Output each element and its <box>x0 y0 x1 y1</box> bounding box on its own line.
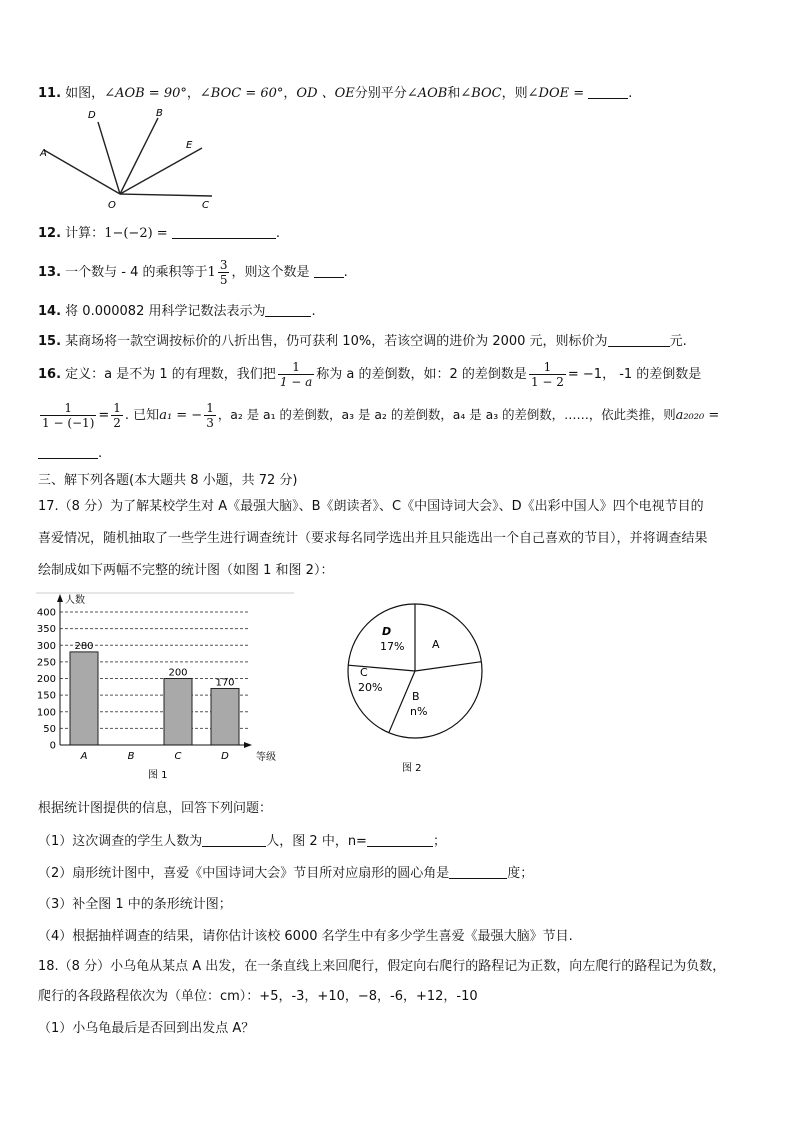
y-axis-label: 人数 <box>65 595 85 606</box>
slice-percent-c: 20% <box>358 681 383 694</box>
question-18-line-1: 18.（8 分）小乌龟从某点 A 出发，在一条直线上来回爬行，假定向右爬行的路程记为正数，向左爬行的路程记为负数， <box>38 959 726 974</box>
y-tick-label: 200 <box>36 674 56 685</box>
question-17-part-2 <box>38 864 533 883</box>
question-11 <box>38 84 632 103</box>
question-number: 14. <box>38 304 62 319</box>
denominator: 5 <box>219 273 228 287</box>
question-15 <box>38 332 687 351</box>
question-text: 一个数与 - 4 的乘积等于 <box>65 265 208 280</box>
numerator: 3 <box>219 258 228 272</box>
question-18-part-1: （1）小乌龟最后是否回到出发点 A？ <box>38 1021 255 1036</box>
question-text: ，a₂ 是 a₁ 的差倒数，a₃ 是 a₂ 的差倒数，a₄ 是 a₃ 的差倒数，……，依此类推，则 <box>217 407 676 422</box>
point-label-a: A <box>40 148 47 159</box>
answer-blank[interactable] <box>588 84 628 99</box>
x-axis-ticks <box>80 751 230 762</box>
denominator: 1 − (−1) <box>42 416 95 430</box>
bar-data-label: 170 <box>215 677 235 689</box>
math-expression: ∠AOB <box>406 86 448 101</box>
question-text: 人，图 2 中，n= <box>266 834 367 849</box>
figure-1-caption: 图 1 <box>148 770 168 781</box>
punctuation: ， <box>283 86 297 101</box>
question-text: （1）这次调查的学生人数为 <box>38 834 203 849</box>
denominator: 3 <box>206 416 214 430</box>
punctuation: . <box>343 265 348 280</box>
question-text: . 已知 <box>124 408 160 423</box>
angle-figure <box>36 104 226 212</box>
bar-d <box>211 688 239 745</box>
question-text: 将 0.000082 用科学记数法表示为 <box>65 304 266 319</box>
x-tick-label: D <box>221 751 229 762</box>
fraction <box>529 360 566 389</box>
question-number: 12. <box>38 226 62 241</box>
fraction <box>218 258 230 287</box>
y-tick-label: 100 <box>36 707 56 719</box>
slice-label-a: A <box>432 638 440 651</box>
x-tick-label: C <box>174 751 182 762</box>
punctuation: 元. <box>669 334 687 349</box>
question-14 <box>38 302 316 321</box>
question-text: 如图， <box>65 86 105 101</box>
numerator: 1 <box>113 401 121 415</box>
denominator: 2 <box>113 416 121 430</box>
punctuation: ， <box>186 86 200 101</box>
point-label-c: C <box>202 200 209 211</box>
denominator: 1 − a <box>279 375 313 389</box>
question-number: 15. <box>38 334 62 349</box>
slice-label-c: C <box>360 666 368 679</box>
question-17-line-3: 绘制成如下两幅不完整的统计图（如图 1 和图 2）： <box>38 563 334 578</box>
question-12 <box>38 224 280 243</box>
y-tick-label: 350 <box>36 624 56 636</box>
question-text: （2）扇形统计图中，喜爱《中国诗词大会》节目所对应扇形的圆心角是 <box>38 866 450 881</box>
bar-a <box>70 652 98 745</box>
question-17-part-3: （3）补全图 1 中的条形统计图； <box>38 897 232 912</box>
math-expression: 1−(−2) = <box>104 226 168 241</box>
bar-series <box>70 641 239 745</box>
fraction <box>40 401 96 430</box>
bar-data-label: 280 <box>74 640 94 652</box>
punctuation: . <box>628 86 633 101</box>
math-expression: ∠BOC = 60° <box>199 86 284 101</box>
math-expression: ∠AOB = 90° <box>104 86 187 101</box>
question-number: 13. <box>38 265 62 280</box>
answer-blank[interactable] <box>449 864 507 879</box>
y-tick-label: 400 <box>36 607 56 619</box>
question-number: 16. <box>38 367 62 382</box>
answer-blank[interactable] <box>38 444 98 459</box>
question-13 <box>38 258 348 287</box>
question-text: 度； <box>507 866 534 881</box>
question-17-intro: 根据统计图提供的信息，回答下列问题： <box>38 801 273 816</box>
pie-chart-figure-2 <box>340 596 490 776</box>
numerator: 1 <box>529 360 566 375</box>
x-axis-label: 等级 <box>256 752 276 763</box>
numerator: 1 <box>206 401 214 415</box>
math-expression: ∠BOC <box>460 86 502 101</box>
question-16-line-2 <box>38 398 719 433</box>
answer-blank[interactable] <box>202 832 266 847</box>
question-17-part-1 <box>38 832 446 851</box>
question-text: 计算： <box>65 226 105 241</box>
question-17-line-1: 17.（8 分）为了解某校学生对 A《最强大脑》、B《朗读者》、C《中国诗词大会》、D《出彩中国人》四个电视节目的 <box>38 499 704 514</box>
question-text: 称为 a 的差倒数，如：2 的差倒数是 <box>316 367 527 382</box>
y-axis-arrow <box>57 594 63 602</box>
y-tick-label: 0 <box>49 740 56 752</box>
question-17-line-2: 喜爱情况，随机抽取了一些学生进行调查统计（要求每名同学选出并且只能选出一个自己喜欢的节目），并将调查结果 <box>38 531 708 546</box>
math-expression: a₁ = − <box>159 408 203 423</box>
y-tick-label: 50 <box>43 723 56 735</box>
bar-data-label: 200 <box>168 667 188 679</box>
answer-blank[interactable] <box>172 224 276 239</box>
answer-blank[interactable] <box>367 832 433 847</box>
numerator: 1 <box>278 360 314 375</box>
bar-chart-figure-1 <box>36 590 298 782</box>
slice-percent-d: 17% <box>380 640 405 653</box>
x-tick-label: A <box>80 751 88 762</box>
y-tick-label: 250 <box>36 657 56 669</box>
question-text: 某商场将一款空调按标价的八折出售，仍可获利 10%，若该空调的进价为 2000 元，则标价为 <box>65 334 608 349</box>
question-text: 分别平分 <box>354 86 407 101</box>
bar-c <box>164 679 192 746</box>
x-tick-label: B <box>127 751 135 762</box>
denominator: 1 − 2 <box>530 375 564 389</box>
question-17-part-4: （4）根据抽样调查的结果，请你估计该校 6000 名学生中有多少学生喜爱《最强大脑》节目. <box>38 929 573 944</box>
mixed-number-whole: 1 <box>207 265 216 280</box>
answer-blank[interactable] <box>608 332 670 347</box>
question-text: ，则 <box>501 86 528 101</box>
slice-percent-b: n% <box>410 705 428 718</box>
punctuation: . <box>98 446 103 461</box>
fraction <box>111 401 123 430</box>
point-label-b: B <box>156 108 163 119</box>
math-expression: a₂₀₂₀ = <box>675 408 720 423</box>
punctuation: = <box>98 408 110 423</box>
y-tick-label: 150 <box>36 690 56 702</box>
section-title: 三、解下列各题(本大题共 8 小题，共 72 分) <box>38 473 298 488</box>
point-label-o: O <box>108 200 116 211</box>
question-number: 11. <box>38 86 62 101</box>
question-16-line-1 <box>38 358 701 392</box>
question-text: 定义：a 是不为 1 的有理数，我们把 <box>65 367 276 382</box>
question-16-line-3 <box>38 444 102 463</box>
question-text: 和 <box>447 86 461 101</box>
figure-2-caption: 图 2 <box>402 763 422 774</box>
answer-blank[interactable] <box>265 302 311 317</box>
y-tick-label: 300 <box>36 640 56 652</box>
question-text: ，则这个数是 <box>231 265 310 280</box>
y-axis-ticks <box>37 608 56 752</box>
punctuation: . <box>311 304 316 319</box>
punctuation: ； <box>432 834 446 849</box>
fraction <box>204 401 216 430</box>
answer-blank[interactable] <box>314 263 344 278</box>
fraction <box>278 360 314 389</box>
numerator: 1 <box>40 401 96 416</box>
question-18-line-2: 爬行的各段路程依次为（单位：cm）：+5，-3，+10，−8，-6，+12，-10 <box>38 989 478 1004</box>
punctuation: . <box>275 226 280 241</box>
slice-label-d: D <box>382 625 392 638</box>
math-expression: ∠DOE = <box>527 86 585 101</box>
slice-label-b: B <box>412 690 420 703</box>
question-text: = −1， -1 的差倒数是 <box>567 367 702 382</box>
point-label-e: E <box>186 140 193 151</box>
math-expression: OD 、OE <box>296 86 355 101</box>
x-axis-arrow <box>244 742 252 748</box>
point-label-d: D <box>88 110 96 121</box>
